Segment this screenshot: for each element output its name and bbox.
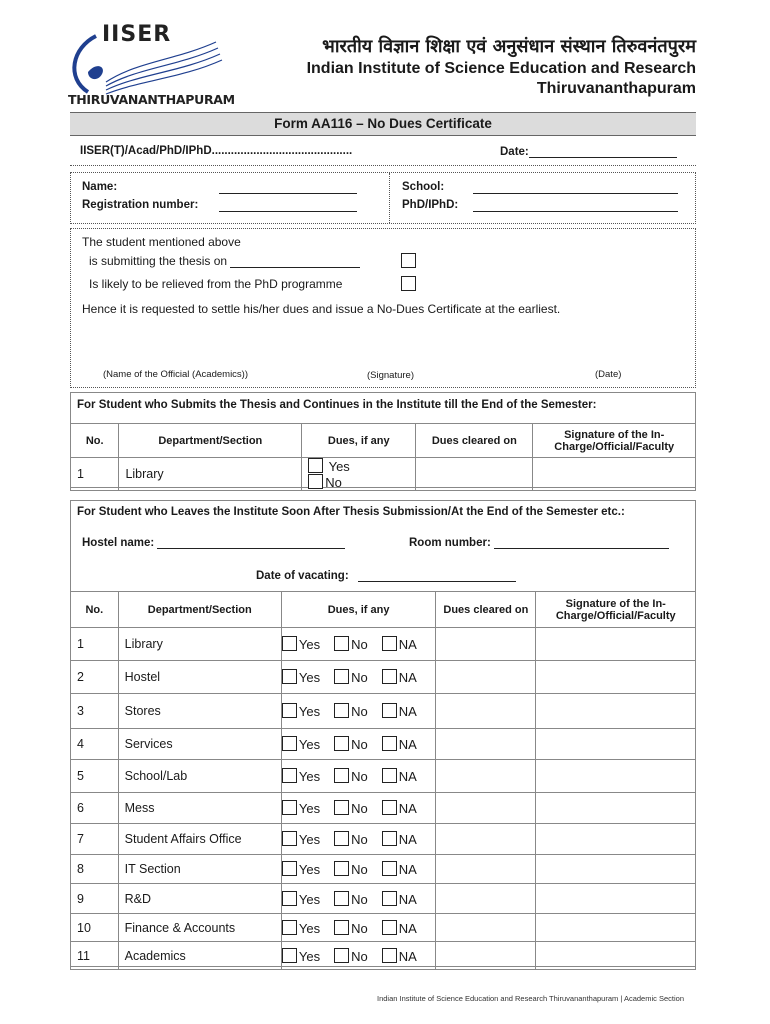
na-label: NA — [398, 920, 417, 936]
yes-label: Yes — [298, 769, 321, 784]
row-number: 8 — [71, 855, 119, 884]
na-label: NA — [398, 670, 417, 685]
official-name-caption: (Name of the Official (Academics)) — [103, 369, 249, 380]
row-department: School/Lab — [118, 760, 281, 793]
cleared-cell[interactable] — [436, 760, 536, 793]
col-header-signature: Signature of the In-Charge/Official/Faculty — [536, 592, 696, 628]
form-title: Form AA116 – No Dues Certificate — [274, 116, 492, 131]
yes-checkbox[interactable] — [282, 831, 297, 846]
na-checkbox[interactable] — [382, 669, 397, 684]
col-header-signature: Signature of the In-Charge/Official/Faculty — [533, 424, 696, 458]
row-department: IT Section — [118, 855, 281, 884]
table-row — [71, 760, 696, 793]
yes-label: Yes — [298, 637, 321, 652]
table-row — [71, 793, 696, 824]
divider — [70, 165, 696, 166]
thesis-checkbox[interactable] — [401, 253, 416, 268]
table-row — [71, 914, 696, 942]
section1-box — [70, 392, 696, 488]
date-caption: (Date) — [595, 369, 622, 380]
row-department: Hostel — [118, 661, 281, 694]
dues-options — [281, 694, 435, 729]
row-department: R&D — [118, 884, 281, 914]
row-number: 1 — [71, 458, 119, 491]
dues-options — [281, 824, 435, 855]
col-header-cleared: Dues cleared on — [416, 424, 533, 458]
room-row — [409, 536, 669, 549]
col-header-no: No. — [71, 424, 119, 458]
signature-cell[interactable] — [536, 628, 696, 661]
table-row — [71, 458, 696, 491]
col-header-no: No. — [71, 592, 119, 628]
no-label: No — [351, 920, 368, 936]
no-label: No — [325, 475, 342, 490]
cleared-cell[interactable] — [436, 793, 536, 824]
hostel-input-line[interactable] — [157, 536, 345, 549]
logo-text-iiser: IISER — [102, 22, 172, 47]
na-checkbox[interactable] — [382, 800, 397, 815]
cleared-cell[interactable] — [436, 628, 536, 661]
cleared-cell[interactable] — [416, 458, 533, 491]
table-row — [71, 884, 696, 914]
table-row — [71, 661, 696, 694]
name-row — [82, 181, 117, 193]
name-input-line[interactable] — [219, 181, 357, 194]
room-input-line[interactable] — [494, 536, 669, 549]
dues-options — [281, 855, 435, 884]
signature-cell[interactable] — [536, 884, 696, 914]
na-checkbox[interactable] — [382, 703, 397, 718]
na-label: NA — [398, 862, 417, 877]
no-label: No — [351, 704, 368, 719]
col-header-dept: Department/Section — [118, 592, 281, 628]
no-checkbox[interactable] — [334, 768, 349, 783]
no-checkbox[interactable] — [334, 920, 349, 935]
na-label: NA — [398, 832, 417, 847]
na-label: NA — [398, 948, 417, 964]
signature-cell[interactable] — [536, 914, 696, 942]
table-row — [71, 824, 696, 855]
yes-label: Yes — [298, 801, 321, 816]
vacating-label: Date of vacating: — [256, 570, 349, 582]
hindi-title: भारतीय विज्ञान शिक्षा एवं अनुसंधान संस्थान तिरुवनंतपुरम — [322, 36, 696, 57]
yes-label: Yes — [298, 891, 321, 907]
school-label: School: — [402, 181, 445, 193]
no-checkbox[interactable] — [334, 800, 349, 815]
no-checkbox[interactable] — [334, 669, 349, 684]
na-label: NA — [398, 737, 417, 752]
row-department: Library — [119, 458, 302, 491]
dues-options — [281, 628, 435, 661]
yes-label: Yes — [298, 862, 321, 877]
na-label: NA — [398, 801, 417, 816]
na-checkbox[interactable] — [382, 736, 397, 751]
english-title: Indian Institute of Science Education and Research — [306, 60, 696, 77]
room-label: Room number: — [409, 537, 491, 549]
request-line-3: Is likely to be relieved from the PhD programme — [89, 277, 343, 291]
cleared-cell[interactable] — [436, 729, 536, 760]
table-row — [71, 855, 696, 884]
no-checkbox[interactable] — [334, 948, 349, 963]
no-label: No — [351, 948, 368, 964]
yes-label: Yes — [298, 670, 321, 685]
yes-label: Yes — [298, 832, 321, 847]
reg-row — [82, 199, 198, 211]
signature-cell[interactable] — [536, 855, 696, 884]
cleared-cell[interactable] — [436, 914, 536, 942]
na-checkbox[interactable] — [382, 920, 397, 935]
school-input-line[interactable] — [473, 181, 678, 194]
thesis-label: is submitting the thesis on — [89, 254, 228, 268]
table-row — [71, 942, 696, 970]
col-header-dues: Dues, if any — [281, 592, 435, 628]
row-number: 5 — [71, 760, 119, 793]
yes-label: Yes — [298, 704, 321, 719]
row-department: Services — [118, 729, 281, 760]
name-label: Name: — [82, 181, 118, 193]
na-label: NA — [398, 704, 417, 719]
no-label: No — [351, 801, 368, 816]
cleared-cell[interactable] — [436, 855, 536, 884]
dues-options — [302, 458, 416, 491]
table-row — [71, 729, 696, 760]
form-title-bar — [70, 112, 696, 136]
dues-options — [281, 914, 435, 942]
signature-cell[interactable] — [536, 793, 696, 824]
vacating-input-line[interactable] — [358, 569, 516, 582]
dues-options — [281, 942, 435, 970]
date-line[interactable] — [529, 145, 677, 158]
registration-input-line[interactable] — [219, 199, 357, 212]
table-row — [71, 628, 696, 661]
no-checkbox[interactable] — [308, 474, 323, 489]
signature-cell[interactable] — [536, 694, 696, 729]
form-reference: IISER(T)/Acad/PhD/IPhD............................................ — [80, 145, 353, 157]
col-header-dues: Dues, if any — [302, 424, 416, 458]
yes-checkbox[interactable] — [282, 669, 297, 684]
cleared-cell[interactable] — [436, 942, 536, 970]
yes-checkbox[interactable] — [282, 920, 297, 935]
yes-checkbox[interactable] — [282, 861, 297, 876]
request-box — [70, 228, 696, 388]
registration-label: Registration number: — [82, 199, 199, 211]
row-number: 10 — [71, 914, 119, 942]
row-number: 2 — [71, 661, 119, 694]
thesis-date-line[interactable] — [230, 255, 360, 268]
row-department: Student Affairs Office — [118, 824, 281, 855]
row-number: 9 — [71, 884, 119, 914]
na-label: NA — [398, 637, 417, 652]
request-line-4: Hence it is requested to settle his/her dues and issue a No-Dues Certificate at the earliest. — [82, 302, 561, 316]
program-row — [402, 199, 458, 211]
dues-options — [281, 793, 435, 824]
section2-box — [70, 500, 696, 967]
yes-checkbox[interactable] — [282, 703, 297, 718]
section2-table — [70, 591, 696, 970]
cleared-cell[interactable] — [436, 694, 536, 729]
yes-checkbox[interactable] — [282, 636, 297, 651]
na-label: NA — [398, 769, 417, 784]
row-department: Finance & Accounts — [118, 914, 281, 942]
yes-checkbox[interactable] — [282, 800, 297, 815]
yes-label: Yes — [298, 920, 321, 936]
yes-checkbox[interactable] — [282, 891, 297, 906]
yes-checkbox[interactable] — [308, 458, 323, 473]
row-number: 11 — [71, 942, 119, 970]
row-number: 7 — [71, 824, 119, 855]
vacating-row — [256, 569, 516, 582]
na-label: NA — [398, 891, 417, 907]
hostel-label: Hostel name: — [82, 537, 155, 549]
no-checkbox[interactable] — [334, 636, 349, 651]
english-city: Thiruvananthapuram — [536, 80, 696, 97]
section2-title: For Student who Leaves the Institute Soon After Thesis Submission/At the End of the Semester etc.: — [77, 506, 625, 518]
request-line-1: The student mentioned above — [82, 235, 241, 249]
row-department: Academics — [118, 942, 281, 970]
col-header-cleared: Dues cleared on — [436, 592, 536, 628]
yes-checkbox[interactable] — [282, 768, 297, 783]
row-number: 4 — [71, 729, 119, 760]
na-checkbox[interactable] — [382, 768, 397, 783]
na-checkbox[interactable] — [382, 636, 397, 651]
program-label: PhD/IPhD: — [402, 199, 459, 211]
vertical-divider — [389, 173, 390, 223]
student-details-box — [70, 172, 696, 224]
col-header-dept: Department/Section — [119, 424, 302, 458]
cleared-cell[interactable] — [436, 661, 536, 694]
signature-cell[interactable] — [536, 729, 696, 760]
row-department: Mess — [118, 793, 281, 824]
institute-logo — [66, 22, 235, 110]
na-checkbox[interactable] — [382, 831, 397, 846]
row-department: Library — [118, 628, 281, 661]
row-number: 6 — [71, 793, 119, 824]
signature-caption: (Signature) — [367, 370, 414, 381]
yes-label: Yes — [298, 737, 321, 752]
yes-label: Yes — [328, 459, 350, 474]
no-label: No — [351, 862, 368, 877]
hostel-row — [82, 536, 345, 549]
no-label: No — [351, 832, 368, 847]
logo-text-city: THIRUVANANTHAPURAM — [68, 92, 235, 107]
section1-title: For Student who Submits the Thesis and Continues in the Institute till the End of the Semester: — [77, 399, 597, 411]
no-label: No — [351, 891, 368, 907]
no-label: No — [351, 769, 368, 784]
signature-cell[interactable] — [536, 661, 696, 694]
no-checkbox[interactable] — [334, 703, 349, 718]
na-checkbox[interactable] — [382, 861, 397, 876]
dues-options — [281, 729, 435, 760]
yes-checkbox[interactable] — [282, 948, 297, 963]
row-number: 3 — [71, 694, 119, 729]
signature-cell[interactable] — [536, 760, 696, 793]
no-label: No — [351, 737, 368, 752]
school-row — [402, 181, 444, 193]
signature-cell[interactable] — [536, 942, 696, 970]
no-label: No — [351, 670, 368, 685]
yes-checkbox[interactable] — [282, 736, 297, 751]
section1-table — [70, 423, 696, 491]
footer-text: Indian Institute of Science Education and Research Thiruvananthapuram | Academic Section — [377, 994, 684, 1003]
row-department: Stores — [118, 694, 281, 729]
no-checkbox[interactable] — [334, 861, 349, 876]
signature-cell[interactable] — [533, 458, 696, 491]
cleared-cell[interactable] — [436, 884, 536, 914]
no-checkbox[interactable] — [334, 891, 349, 906]
program-input-line[interactable] — [473, 199, 678, 212]
na-checkbox[interactable] — [382, 948, 397, 963]
table-row — [71, 694, 696, 729]
na-checkbox[interactable] — [382, 891, 397, 906]
date-label: Date: — [500, 146, 529, 158]
dues-options — [281, 661, 435, 694]
date-field — [500, 145, 677, 158]
request-line-2 — [89, 254, 360, 268]
no-checkbox[interactable] — [334, 831, 349, 846]
row-number: 1 — [71, 628, 119, 661]
no-label: No — [351, 637, 368, 652]
yes-label: Yes — [298, 948, 321, 964]
dues-options — [281, 884, 435, 914]
relieved-checkbox[interactable] — [401, 276, 416, 291]
dues-options — [281, 760, 435, 793]
cleared-cell[interactable] — [436, 824, 536, 855]
signature-cell[interactable] — [536, 824, 696, 855]
no-checkbox[interactable] — [334, 736, 349, 751]
